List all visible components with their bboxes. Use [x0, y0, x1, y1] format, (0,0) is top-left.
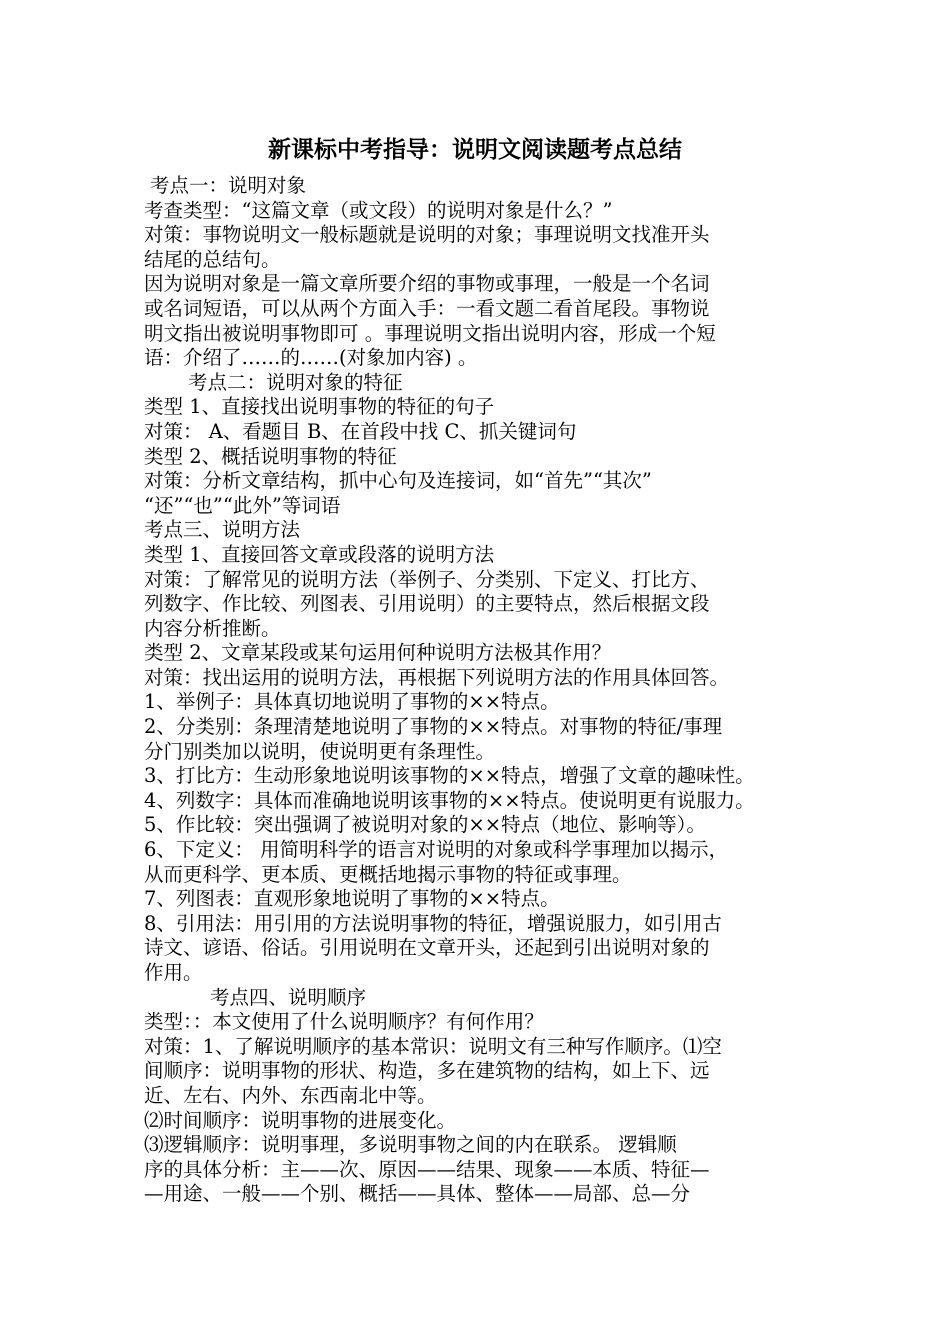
text-line: —用途、一般——个别、概括——具体、整体——局部、总—分	[144, 1182, 691, 1206]
document-body	[144, 174, 834, 1207]
text-line: 考查类型：“这篇文章（或文段）的说明对象是什么？”	[144, 198, 613, 222]
text-line: 对策：分析文章结构，抓中心句及连接词，如“首先”“其次”	[144, 469, 652, 493]
text-line: 因为说明对象是一篇文章所要介绍的事物或事理，一般是一个名词	[144, 272, 710, 296]
text-line: 类型：：本文使用了什么说明顺序？有何作用？	[144, 1010, 544, 1034]
section-heading-3: 考点三、说明方法	[144, 518, 301, 542]
text-line: ⑶逻辑顺序：说明事理，多说明事物之间的内在联系。 逻辑顺	[144, 1133, 677, 1157]
list-item: 5、作比较：突出强调了被说明对象的××特点（地位、影响等）。	[144, 813, 706, 837]
text-line: 类型 1、直接找出说明事物的特征的句子	[144, 395, 495, 419]
list-item: 6、下定义： 用简明科学的语言对说明的对象或科学事理加以揭示，	[144, 838, 729, 862]
text-line: 类型 1、直接回答文章或段落的说明方法	[144, 542, 495, 566]
text-line: 对策：1、了解说明顺序的基本常识：说明文有三种写作顺序。⑴空	[144, 1034, 722, 1058]
text-line: 分门别类加以说明，使说明更有条理性。	[144, 739, 496, 763]
list-item: 3、打比方：生动形象地说明该事物的××特点，增强了文章的趣味性。	[144, 764, 755, 788]
text-line: 间顺序：说明事物的形状、构造，多在建筑物的结构，如上下、远	[144, 1059, 710, 1083]
text-line: 内容分析推断。	[144, 616, 281, 640]
text-line: 结尾的总结句。	[144, 247, 281, 271]
section-heading-4: 考点四、说明顺序	[210, 985, 367, 1009]
text-line: 对策：了解常见的说明方法（举例子、分类别、下定义、打比方、	[144, 567, 710, 591]
text-line: 从而更科学、更本质、更概括地揭示事物的特征或事理。	[144, 862, 632, 886]
text-line: ⑵时间顺序：说明事物的进展变化。	[144, 1108, 457, 1132]
text-line: 明文指出被说明事物即可 。事理说明文指出说明内容，形成一个短	[144, 321, 716, 345]
list-item: 4、列数字：具体而准确地说明该事物的××特点。使说明更有说服力。	[144, 788, 755, 812]
text-line: 序的具体分析：主——次、原因——结果、现象——本质、特征—	[144, 1157, 710, 1181]
text-line: “还”“也”“此外”等词语	[144, 493, 341, 517]
section-heading-2: 考点二：说明对象的特征	[188, 370, 403, 394]
list-item: 1、举例子：具体真切地说明了事物的××特点。	[144, 690, 560, 714]
text-line: 列数字、作比较、列图表、引用说明）的主要特点，然后根据文段	[144, 592, 710, 616]
text-line: 类型 2、概括说明事物的特征	[144, 444, 397, 468]
text-line: 语：介绍了……的……(对象加内容) 。	[144, 346, 478, 370]
text-line: 类型 2、文章某段或某句运用何种说明方法极其作用？	[144, 641, 612, 665]
text-line: 对策：事物说明文一般标题就是说明的对象；事理说明文找准开头	[144, 223, 710, 247]
list-item: 8、引用法：用引用的方法说明事物的特征，增强说服力，如引用古	[144, 911, 722, 935]
text-line: 近、左右、内外、东西南北中等。	[144, 1083, 437, 1107]
text-line: 对策：找出运用的说明方法，再根据下列说明方法的作用具体回答。	[144, 665, 730, 689]
list-item: 2、分类别：条理清楚地说明了事物的××特点。对事物的特征/事理	[144, 715, 723, 739]
text-line: 对策： A、看题目 B、在首段中找 C、抓关键词句	[144, 419, 577, 443]
section-heading-1: 考点一：说明对象	[150, 174, 307, 197]
text-line: 作用。	[144, 961, 203, 984]
list-item: 7、列图表：直观形象地说明了事物的××特点。	[144, 887, 560, 911]
document-title: 新课标中考指导：说明文阅读题考点总结	[268, 137, 682, 163]
text-line: 诗文、谚语、俗话。引用说明在文章开头，还起到引出说明对象的	[144, 936, 710, 960]
text-line: 或名词短语，可以从两个方面入手：一看文题二看首尾段。事物说	[144, 296, 710, 320]
